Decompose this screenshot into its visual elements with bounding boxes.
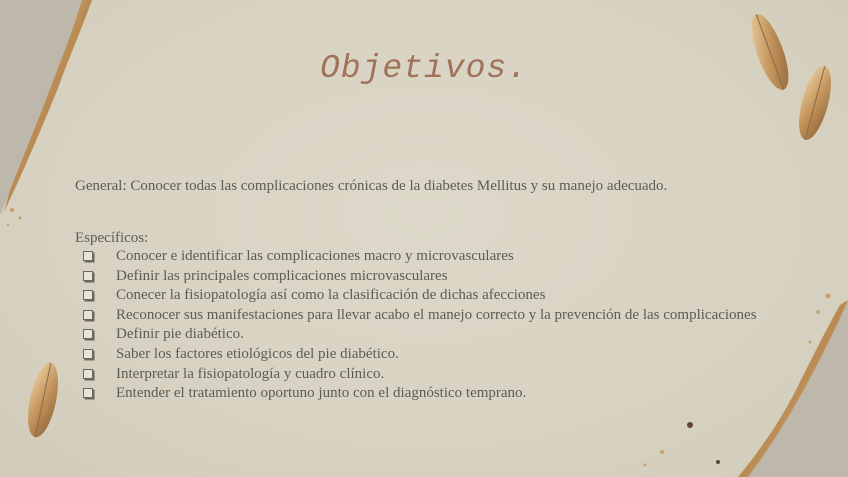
- list-item: [75, 385, 773, 401]
- checkbox-bullet-icon: [83, 271, 93, 281]
- list-item-text: Interpretar la fisiopatología y cuadro clínico.: [116, 365, 385, 382]
- list-item-text: Conecer la fisiopatología así como la clasificación de dichas afecciones: [116, 287, 546, 304]
- list-item-text: Definir las principales complicaciones microvasculares: [116, 267, 448, 284]
- list-item-text: Definir pie diabético.: [116, 326, 244, 343]
- leaf-bottom-left: [22, 360, 63, 440]
- checkbox-bullet-icon: [83, 369, 93, 379]
- list-item-text: Entender el tratamiento oportuno junto con el diagnóstico temprano.: [116, 385, 527, 402]
- list-item: [75, 287, 773, 303]
- list-item: [75, 326, 773, 342]
- checkbox-bullet-icon: [83, 388, 93, 398]
- list-item-text: Saber los factores etiológicos del pie diabético.: [116, 345, 399, 362]
- slide-title: Objetivos.: [319, 50, 529, 87]
- general-objective: General: Conocer todas las complicaciones crónicas de la diabetes Mellitus y su manejo adecuado.: [75, 178, 668, 194]
- checkbox-bullet-icon: [83, 251, 93, 261]
- specific-objectives-list: [75, 248, 773, 405]
- list-item-text: Conocer e identificar las complicaciones macro y microvasculares: [116, 248, 514, 264]
- list-item: [75, 248, 773, 264]
- list-item: [75, 307, 773, 323]
- checkbox-bullet-icon: [83, 329, 93, 339]
- checkbox-bullet-icon: [83, 349, 93, 359]
- checkbox-bullet-icon: [83, 290, 93, 300]
- checkbox-bullet-icon: [83, 310, 93, 320]
- list-item: [75, 366, 773, 382]
- specific-objectives-label: Específicos:: [75, 230, 149, 246]
- list-item-text: Reconocer sus manifestaciones para llevar acabo el manejo correcto y la prevención de las complicaciones: [116, 306, 757, 323]
- list-item: [75, 346, 773, 362]
- list-item: [75, 268, 773, 284]
